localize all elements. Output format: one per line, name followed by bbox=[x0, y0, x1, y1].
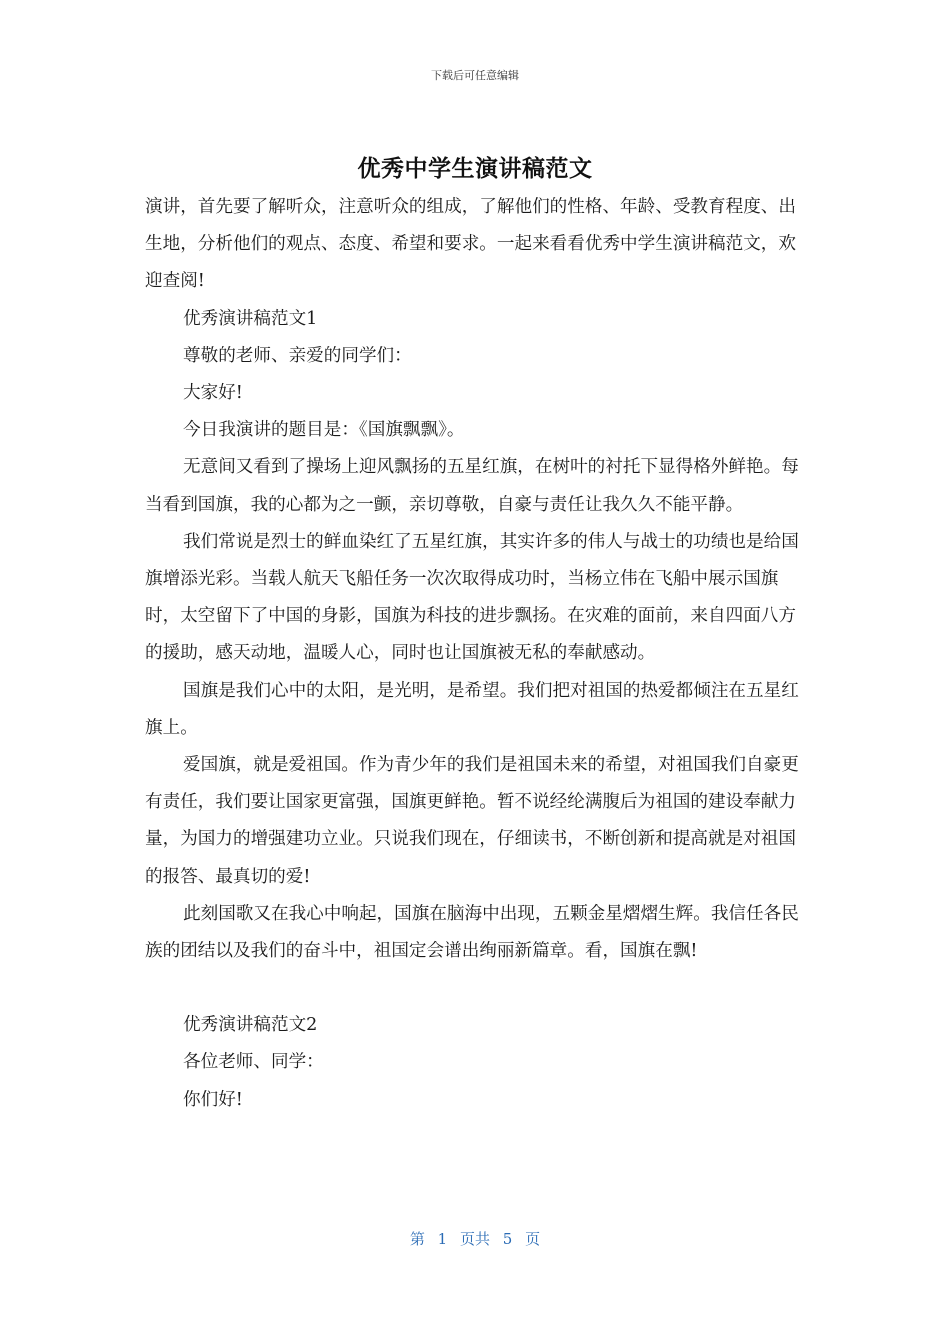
section1-topic: 今日我演讲的题目是：《国旗飘飘》。 bbox=[183, 420, 465, 441]
section2-greeting: 各位老师、同学： bbox=[183, 1052, 324, 1073]
section1-hello: 大家好! bbox=[183, 383, 243, 404]
section2-hello: 你们好! bbox=[183, 1089, 243, 1110]
section1-heading: 优秀演讲稿范文1 bbox=[183, 308, 318, 329]
body-paragraph: 此刻国歌又在我心中响起，国旗在脑海中出现，五颗金星熠熠生辉。我信任各民族的团结以及我们的奋斗中，祖国定会谱出绚丽新篇章。看，国旗在飘! bbox=[145, 903, 799, 962]
body-paragraph: 爱国旗，就是爱祖国。作为青少年的我们是祖国未来的希望，对祖国我们自豪更有责任，我们要让国家更富强，国旗更鲜艳。暂不说经纶满腹后为祖国的建设奉献力量，为国力的增强建功立业。只说我们现在，仔细读书，不断创新和提高就是对祖国的报答、最真切的爱! bbox=[145, 755, 799, 887]
page-number-footer: 第 1 页共 5 页 bbox=[409, 1230, 541, 1248]
body-paragraph: 国旗是我们心中的太阳，是光明，是希望。我们把对祖国的热爱都倾注在五星红旗上。 bbox=[145, 680, 799, 738]
section2-heading: 优秀演讲稿范文2 bbox=[183, 1015, 318, 1036]
section-spacer bbox=[145, 970, 805, 1007]
header-note: 下载后可任意编辑 bbox=[431, 69, 519, 82]
body-paragraph: 我们常说是烈士的鲜血染红了五星红旗，其实许多的伟人与战士的功绩也是给国旗增添光彩。当载人航天飞船任务一次次取得成功时，当杨立伟在飞船中展示国旗时，太空留下了中国的身影，国旗为科技的进步飘扬。在灾难的面前，来自四面八方的援助，感天动地，温暖人心，同时也让国旗被无私的奉献感动。 bbox=[145, 531, 799, 664]
document-body bbox=[145, 189, 805, 1119]
intro-paragraph: 演讲，首先要了解听众，注意听众的组成，了解他们的性格、年龄、受教育程度、出生地，分析他们的观点、态度、希望和要求。一起来看看优秀中学生演讲稿范文，欢迎查阅! bbox=[145, 197, 796, 292]
body-paragraph: 无意间又看到了操场上迎风飘扬的五星红旗，在树叶的衬托下显得格外鲜艳。每当看到国旗，我的心都为之一颤，亲切尊敬，自豪与责任让我久久不能平静。 bbox=[145, 457, 799, 515]
document-title: 优秀中学生演讲稿范文 bbox=[357, 156, 593, 182]
section1-greeting: 尊敬的老师、亲爱的同学们： bbox=[183, 345, 412, 366]
